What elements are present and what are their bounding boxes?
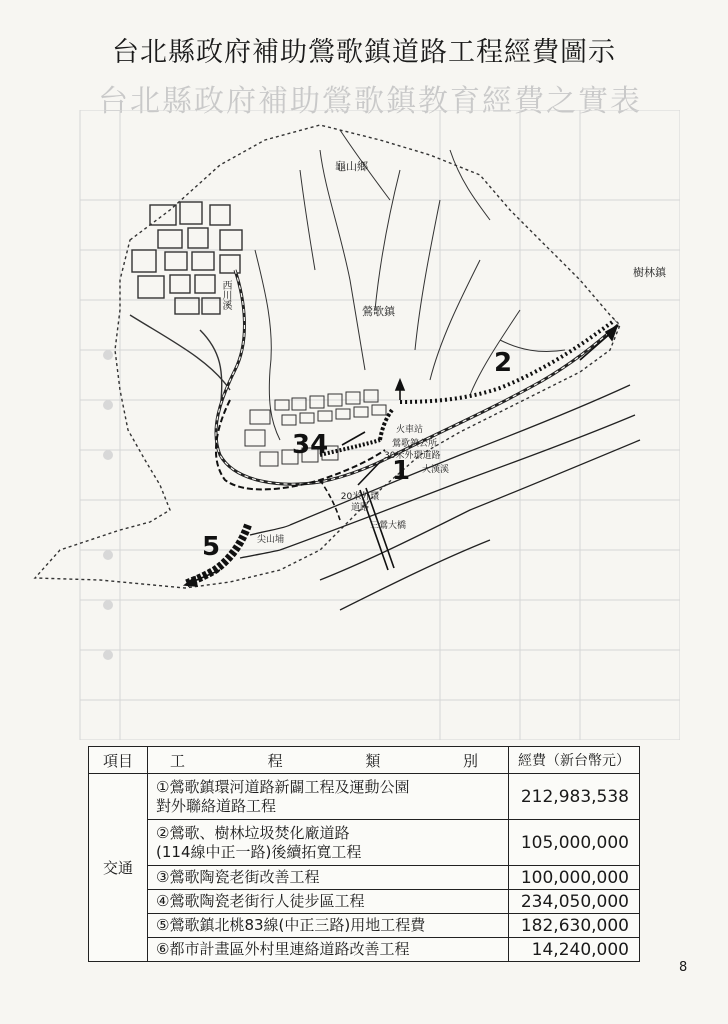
district-boundary: [35, 125, 620, 588]
map-drawing: [20, 110, 680, 740]
faded-table-dots: [103, 350, 113, 660]
project-description: [148, 866, 509, 890]
label-yingge: 鶯歌鎮: [362, 305, 395, 318]
page-title: 台北縣政府補助鶯歌鎮道路工程經費圖示: [112, 37, 616, 68]
description-line: ⑤鶯歌鎮北桃83線(中正三路)用地工程費: [156, 916, 426, 934]
label-dahanxi: 大漢溪: [422, 465, 450, 475]
marker-1: 1: [392, 456, 411, 486]
project-description: [148, 890, 509, 914]
label-ring-road-30m: 30米外環道路: [384, 451, 441, 461]
table-row: [89, 866, 640, 890]
header-category: 項目: [89, 747, 148, 774]
header-type-char: 工: [170, 751, 186, 770]
header-type-char: 別: [462, 751, 478, 770]
description-line: (114線中正一路)後續拓寬工程: [156, 842, 362, 861]
label-sanying-bridge: 三鶯大橋: [370, 521, 407, 531]
table-row: [89, 820, 640, 866]
project-cost: 212,983,538: [509, 774, 640, 820]
project-cost: 182,630,000: [509, 914, 640, 938]
label-guishan: 龜山鄉: [335, 160, 368, 173]
header-project-type: [148, 747, 509, 774]
description-line: ④鶯歌陶瓷老街行人徒步區工程: [156, 892, 365, 910]
category-cell: 交通: [89, 774, 148, 962]
project-description: [148, 774, 509, 820]
project-cost: 105,000,000: [509, 820, 640, 866]
description-line: ③鶯歌陶瓷老街改善工程: [156, 868, 320, 886]
table-row: [89, 914, 640, 938]
marker-2: 2: [494, 348, 513, 378]
label-xichuanxi: 西川溪: [220, 280, 231, 310]
project-cost: 14,240,000: [509, 938, 640, 962]
project-description: [148, 938, 509, 962]
description-line: ①鶯歌鎮環河道路新闢工程及運動公園: [156, 777, 410, 796]
road-project-map: [20, 110, 680, 740]
marker-5: 5: [202, 532, 221, 562]
page-number: 8: [679, 960, 688, 975]
marker-34: 34: [292, 430, 329, 460]
background-faded-title: 台北縣政府補助鶯歌鎮教育經費之實表: [98, 84, 642, 119]
project-cost: 100,000,000: [509, 866, 640, 890]
table-header-row: [89, 747, 640, 774]
table-row: [89, 890, 640, 914]
label-shulin: 樹林鎮: [633, 266, 666, 279]
description-line: 對外聯絡道路工程: [156, 796, 277, 815]
label-huoche: 火車站: [396, 425, 424, 435]
table-row: [89, 938, 640, 962]
label-ring-road-20m: 20米外環道路: [340, 492, 380, 513]
header-type-char: 類: [365, 751, 381, 770]
description-line: ②鶯歌、樹林垃圾焚化廠道路: [156, 823, 350, 842]
project-description: [148, 914, 509, 938]
project-description: [148, 820, 509, 866]
header-type-char: 程: [267, 751, 283, 770]
road-34-route: [320, 440, 380, 455]
project-cost: 234,050,000: [509, 890, 640, 914]
cost-table: [88, 746, 640, 962]
table-row: [89, 774, 640, 820]
header-cost: 經費（新台幣元）: [509, 747, 640, 774]
label-yingge-office: 鶯歌鎮公所: [392, 439, 438, 449]
label-jianshan: 尖山埔: [257, 535, 285, 545]
description-line: ⑥都市計畫區外村里連絡道路改善工程: [156, 940, 410, 958]
